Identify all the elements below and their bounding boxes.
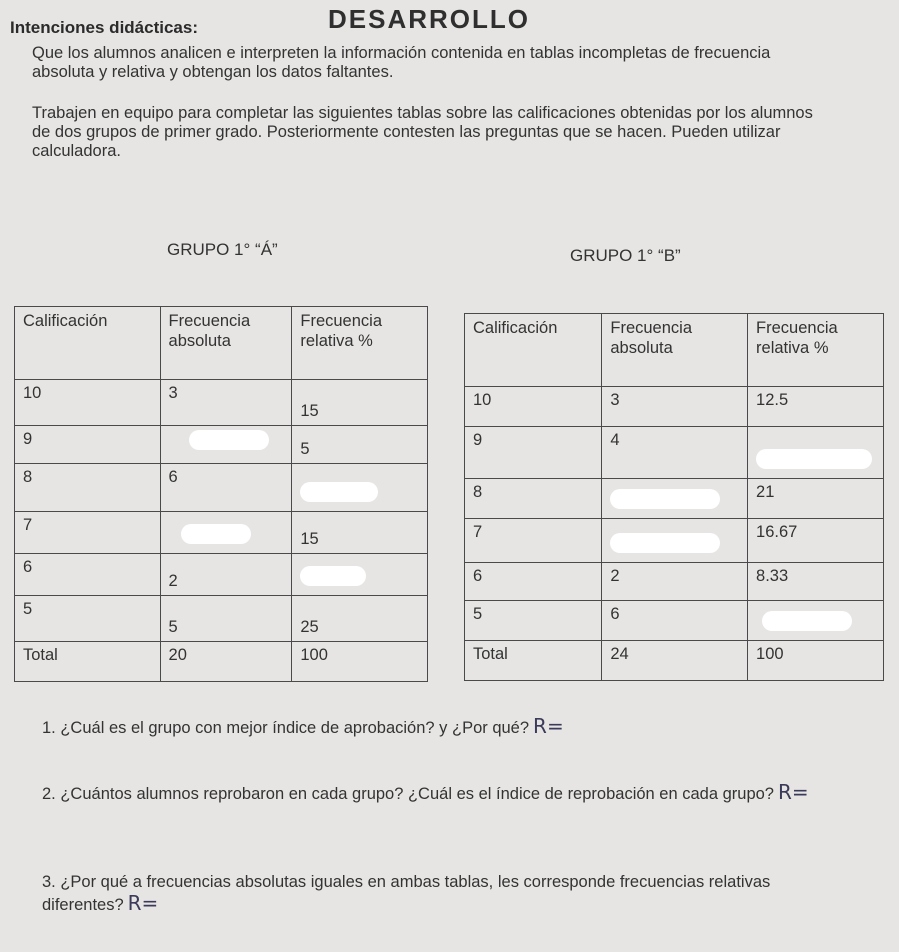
grade-cell: 9 <box>15 426 161 464</box>
abs-freq-cell: 5 <box>160 596 292 642</box>
blank-answer-mask <box>610 533 720 553</box>
table-row <box>465 479 884 519</box>
rel-freq-cell: 15 <box>292 512 428 554</box>
abs-freq-cell: 2 <box>160 554 292 596</box>
rel-freq-cell: 25 <box>292 596 428 642</box>
rel-freq-cell: 21 <box>748 479 884 519</box>
abs-freq-cell: 2 <box>602 563 748 601</box>
grade-cell: 7 <box>15 512 161 554</box>
blank-answer-mask <box>762 611 852 631</box>
grade-cell: 5 <box>15 596 161 642</box>
blank-answer-mask <box>181 524 251 544</box>
abs-freq-cell[interactable] <box>160 426 292 464</box>
table-row <box>465 563 884 601</box>
abs-freq-total-cell: 20 <box>160 642 292 682</box>
rel-freq-cell[interactable] <box>292 554 428 596</box>
table-header-row <box>465 314 884 387</box>
question-3 <box>42 872 852 916</box>
header-cell: Frecuencia absoluta <box>160 307 292 380</box>
grade-cell: 6 <box>15 554 161 596</box>
rel-freq-cell[interactable] <box>292 464 428 512</box>
header-cell: Frecuencia relativa % <box>292 307 428 380</box>
handwritten-answer[interactable]: R= <box>533 714 564 738</box>
grade-cell: 8 <box>15 464 161 512</box>
rel-freq-total-cell: 100 <box>292 642 428 682</box>
total-label-cell: Total <box>465 641 602 681</box>
rel-freq-cell[interactable] <box>748 601 884 641</box>
question-text: 1. ¿Cuál es el grupo con mejor índice de aprobación? y ¿Por qué? <box>42 719 530 737</box>
group-b-table <box>464 313 884 681</box>
rel-freq-cell[interactable] <box>748 427 884 479</box>
grade-cell: 10 <box>465 387 602 427</box>
section-title: DESARROLLO <box>328 4 530 34</box>
abs-freq-cell: 6 <box>602 601 748 641</box>
rel-freq-total-cell: 100 <box>748 641 884 681</box>
abs-freq-cell[interactable] <box>160 512 292 554</box>
handwritten-answer[interactable]: R= <box>777 780 809 804</box>
header-cell: Calificación <box>465 314 602 387</box>
handwritten-answer[interactable]: R= <box>127 891 159 915</box>
grade-cell: 10 <box>15 380 161 426</box>
blank-answer-mask <box>610 489 720 509</box>
intention-paragraph: Que los alumnos analicen e interpreten la información contenida en tablas incompletas de frecuencia absoluta y relativa y obtengan los datos faltantes. <box>32 44 771 81</box>
grade-cell: 5 <box>465 601 602 641</box>
blank-answer-mask <box>756 449 872 469</box>
group-a-table <box>14 306 428 682</box>
blank-answer-mask <box>300 566 366 586</box>
rel-freq-cell: 12.5 <box>748 387 884 427</box>
table-row <box>15 596 428 642</box>
question-2 <box>42 782 852 805</box>
abs-freq-cell: 3 <box>602 387 748 427</box>
table-row <box>15 464 428 512</box>
question-1 <box>42 716 564 739</box>
grade-cell: 8 <box>465 479 602 519</box>
grade-cell: 6 <box>465 563 602 601</box>
abs-freq-cell: 6 <box>160 464 292 512</box>
table-row <box>465 387 884 427</box>
table-row <box>465 601 884 641</box>
didactic-intentions-label: Intenciones didácticas: <box>10 18 198 37</box>
group-a-label: GRUPO 1° “Á” <box>167 240 278 259</box>
table-row <box>465 641 884 681</box>
table-row <box>15 512 428 554</box>
abs-freq-cell[interactable] <box>602 479 748 519</box>
grade-cell: 9 <box>465 427 602 479</box>
rel-freq-cell: 15 <box>292 380 428 426</box>
abs-freq-cell: 4 <box>602 427 748 479</box>
grade-cell: 7 <box>465 519 602 563</box>
abs-freq-total-cell: 24 <box>602 641 748 681</box>
blank-answer-mask <box>300 482 378 502</box>
question-text: 2. ¿Cuántos alumnos reprobaron en cada grupo? ¿Cuál es el índice de reprobación en cada grupo? <box>42 785 774 803</box>
rel-freq-cell: 5 <box>292 426 428 464</box>
total-label-cell: Total <box>15 642 161 682</box>
blank-answer-mask <box>189 430 269 450</box>
table-row <box>465 519 884 563</box>
group-b-label: GRUPO 1° “B” <box>570 246 681 265</box>
table-row <box>15 554 428 596</box>
rel-freq-cell: 8.33 <box>748 563 884 601</box>
table-row <box>15 642 428 682</box>
rel-freq-cell: 16.67 <box>748 519 884 563</box>
abs-freq-cell: 3 <box>160 380 292 426</box>
header-cell: Calificación <box>15 307 161 380</box>
header-cell: Frecuencia absoluta <box>602 314 748 387</box>
instructions-paragraph: Trabajen en equipo para completar las siguientes tablas sobre las calificaciones obtenidas por los alumnos de dos grupos de primer grado. Posteriormente contesten las preguntas que se hacen. Pueden utilizar calculadora. <box>32 104 813 160</box>
table-header-row <box>15 307 428 380</box>
header-cell: Frecuencia relativa % <box>748 314 884 387</box>
table-row <box>15 426 428 464</box>
question-text: 3. ¿Por qué a frecuencias absolutas iguales en ambas tablas, les corresponde frecuencias relativas diferentes? <box>42 873 771 914</box>
abs-freq-cell[interactable] <box>602 519 748 563</box>
table-row <box>465 427 884 479</box>
table-row <box>15 380 428 426</box>
